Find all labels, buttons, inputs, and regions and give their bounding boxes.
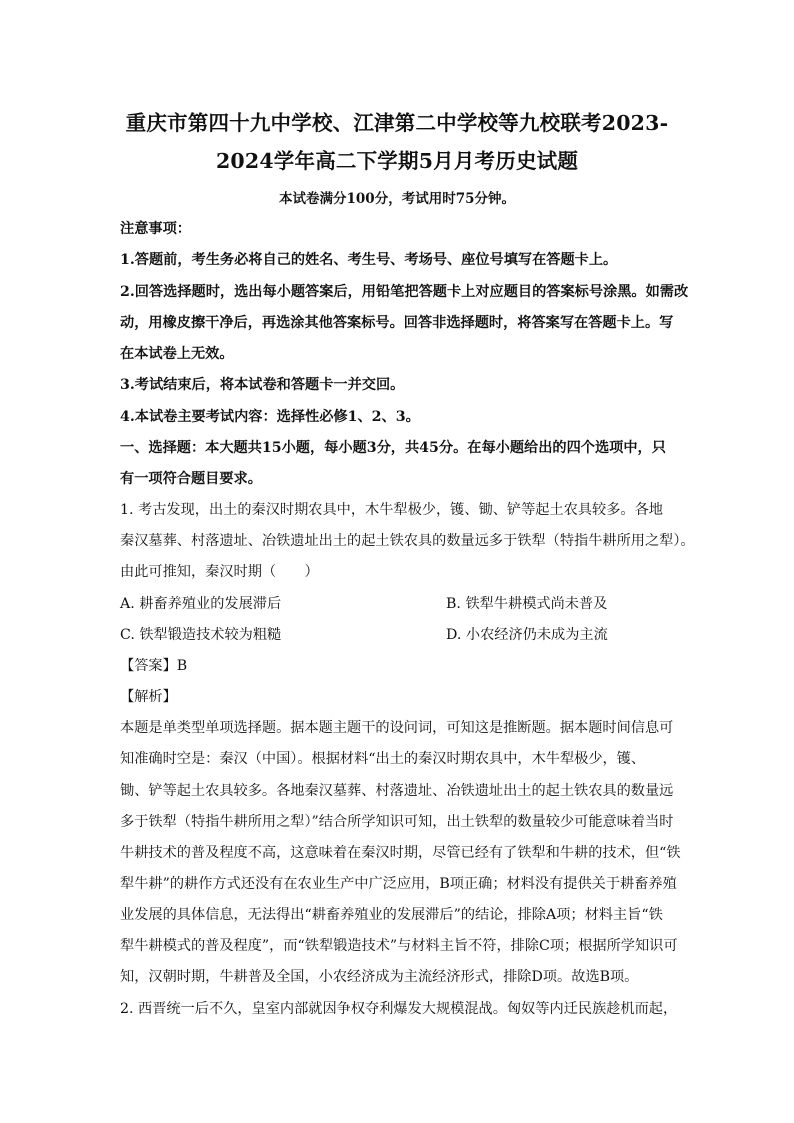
notes-heading: 注意事项：	[120, 221, 191, 237]
analysis-line: 业发展的具体信息，无法得出“耕畜养殖业的发展滞后”的结论，排除A项；材料主旨“铁	[120, 907, 663, 923]
analysis-heading: 【解析】	[120, 689, 177, 705]
exam-title-line-1: 重庆市第四十九中学校、江津第二中学校等九校联考2023-	[125, 111, 669, 135]
answer-label: 【答案】B	[120, 658, 188, 674]
analysis-line: 犁牛耕模式的普及程度”，而“铁犁锻造技术”与材料主旨不符，排除C项；根据所学知识可	[120, 938, 678, 954]
question-1-line: 秦汉墓葬、村落遗址、冶铁遗址出土的起土铁农具的数量远多于铁犁（特指牛耕所用之犁）。	[120, 533, 695, 549]
section-heading-line: 有一项符合题目要求。	[120, 471, 262, 487]
exam-info: 本试卷满分100分，考试用时75分钟。	[279, 191, 515, 207]
note-line: 动，用橡皮擦干净后，再选涂其他答案标号。回答非选择题时，将答案写在答题卡上。写	[120, 315, 674, 331]
note-line: 在本试卷上无效。	[120, 346, 234, 362]
analysis-line: 本题是单类型单项选择题。据本题主题干的设问词，可知这是推断题。据本题时间信息可	[120, 720, 674, 736]
note-line: 2.回答选择题时，选出每小题答案后，用铅笔把答题卡上对应题目的答案标号涂黑。如需改	[120, 284, 689, 300]
section-heading-line: 一、选择题：本大题共15小题，每小题3分，共45分。在每小题给出的四个选项中，只	[120, 440, 666, 456]
analysis-line: 犁牛耕”的耕作方式还没有在农业生产中广泛应用，B项正确；材料没有提供关于耕畜养殖	[120, 876, 677, 892]
question-1-line: 1. 考古发现，出土的秦汉时期农具中，木牛犁极少，镬、锄、铲等起土农具较多。各地	[120, 502, 663, 518]
analysis-line: 知，汉朝时期，牛耕普及全国，小农经济成为主流经济形式，排除D项。故选B项。	[120, 969, 639, 985]
analysis-line: 牛耕技术的普及程度不高，这意味着在秦汉时期，尽管已经有了铁犁和牛耕的技术，但“铁	[120, 845, 681, 861]
question-2-line: 2. 西晋统一后不久，皇室内部就因争权夺利爆发大规模混战。匈奴等内迁民族趁机而起，	[120, 1001, 678, 1017]
analysis-line: 锄、铲等起土农具较多。各地秦汉墓葬、村落遗址、冶铁遗址出土的起土铁农具的数量远	[120, 783, 674, 799]
option-c: C. 铁犁锻造技术较为粗糙	[120, 627, 282, 643]
option-d: D. 小农经济仍未成为主流	[446, 627, 608, 643]
option-b: B. 铁犁牛耕模式尚未普及	[446, 596, 608, 612]
exam-title-line-2: 2024学年高二下学期5月月考历史试题	[215, 149, 579, 173]
question-1-line: 由此可推知，秦汉时期（ ）	[120, 564, 319, 580]
analysis-line: 多于铁犁（特指牛耕所用之犁）”结合所学知识可知，出土铁犁的数量较少可能意味着当时	[120, 814, 674, 830]
note-line: 3.考试结束后，将本试卷和答题卡一并交回。	[120, 377, 405, 393]
option-a: A. 耕畜养殖业的发展滞后	[120, 596, 282, 612]
note-line: 1.答题前，考生务必将自己的姓名、考生号、考场号、座位号填写在答题卡上。	[120, 252, 618, 268]
analysis-line: 知准确时空是：秦汉（中国）。根据材料“出土的秦汉时期农具中，木牛犁极少，镬、	[120, 751, 646, 767]
note-line: 4.本试卷主要考试内容：选择性必修1、2、3。	[120, 409, 420, 425]
